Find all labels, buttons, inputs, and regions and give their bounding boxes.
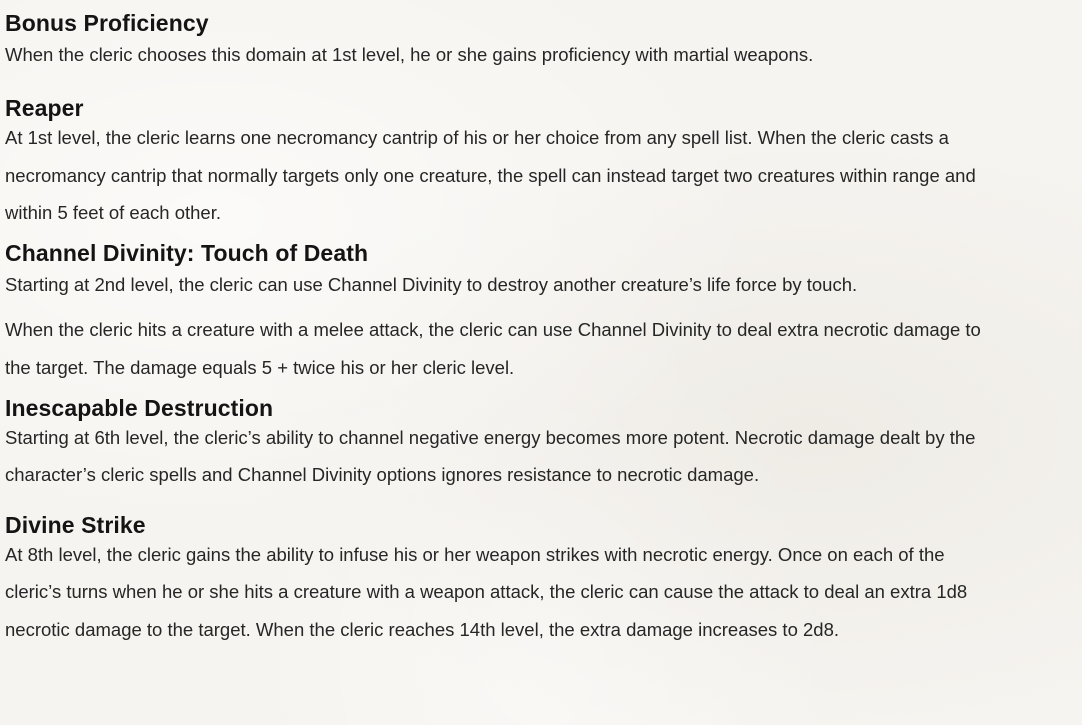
section-title: Reaper <box>5 95 84 121</box>
paragraph <box>5 536 1075 649</box>
section-inescapable-destruction <box>5 393 1075 494</box>
text-line: At 1st level, the cleric learns one necromancy cantrip of his or her choice from any spell list. When the cleric casts a <box>5 127 949 148</box>
text-line: When the cleric hits a creature with a melee attack, the cleric can use Channel Divinity to deal extra necrotic damage to <box>5 318 981 340</box>
paragraph <box>5 40 1075 70</box>
paragraph <box>5 119 1075 232</box>
section-reaper <box>5 93 1075 232</box>
section-title: Channel Divinity: Touch of Death <box>5 239 369 266</box>
section-channel-divinity <box>5 238 1075 383</box>
text-line: At 8th level, the cleric gains the ability to infuse his or her weapon strikes with necrotic energy. Once on each of the <box>5 543 945 565</box>
text-line: Starting at 2nd level, the cleric can use Channel Divinity to destroy another creature’s life force by touch. <box>5 273 858 295</box>
section-title: Bonus Proficiency <box>5 10 209 36</box>
text-line: cleric’s turns when he or she hits a creature with a weapon attack, the cleric can cause the attack to deal an extra 1d8 <box>5 581 968 602</box>
paragraph <box>5 270 1075 300</box>
paragraph <box>5 419 1075 494</box>
section-divine-strike <box>5 510 1075 649</box>
text-line: within 5 feet of each other. <box>5 202 221 223</box>
text-line: the target. The damage equals 5 + twice his or her cleric level. <box>5 356 515 378</box>
text-line: Starting at 6th level, the cleric’s ability to channel negative energy becomes more potent. Necrotic damage dealt by the <box>5 426 976 448</box>
text-line: When the cleric chooses this domain at 1st level, he or she gains proficiency with martial weapons. <box>5 44 814 65</box>
section-title: Divine Strike <box>5 511 146 538</box>
paragraph <box>5 315 1075 383</box>
section-bonus-proficiency <box>5 8 1075 70</box>
text-line: necromancy cantrip that normally targets only one creature, the spell can instead target two creatures within range and <box>5 164 976 186</box>
text-line: necrotic damage to the target. When the cleric reaches 14th level, the extra damage increases to 2d8. <box>5 618 839 640</box>
document-body <box>5 8 1075 648</box>
text-line: character’s cleric spells and Channel Divinity options ignores resistance to necrotic damage. <box>5 464 760 485</box>
section-title: Inescapable Destruction <box>5 394 274 421</box>
